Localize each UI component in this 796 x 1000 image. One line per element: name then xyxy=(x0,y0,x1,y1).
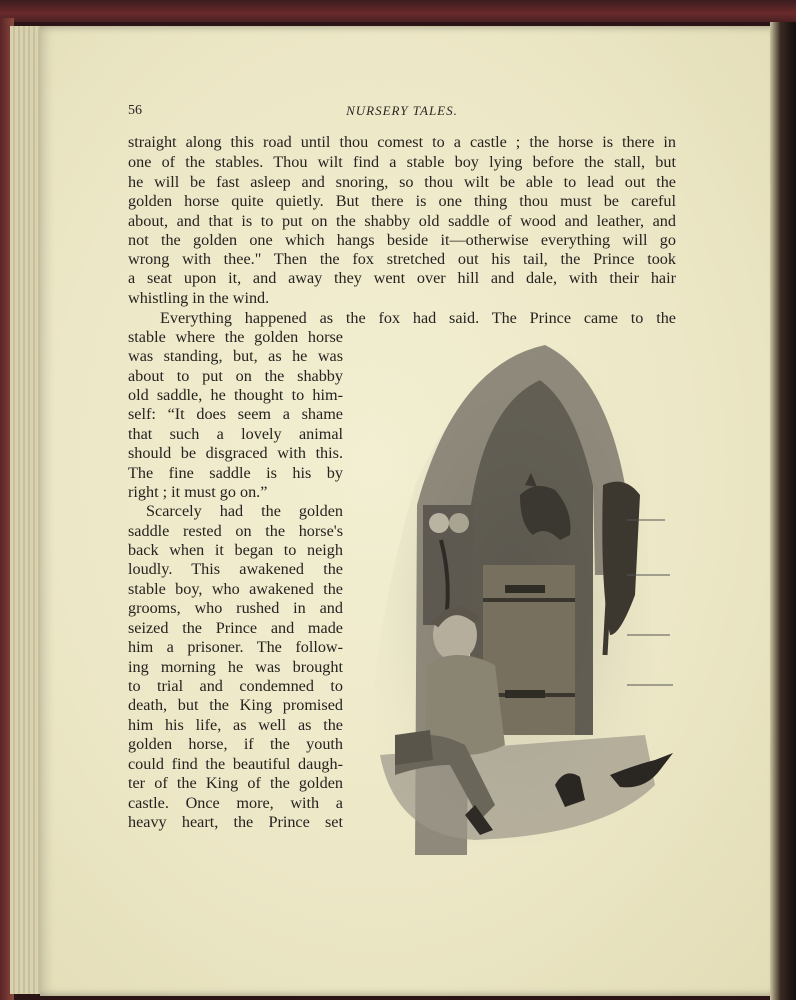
text-line: golden horse, if the youth xyxy=(128,735,343,753)
text-line: to trial and condemned to xyxy=(128,677,343,695)
text-line: about, and that is to put on the shabby old saddle of wood and leather, and xyxy=(128,212,676,230)
text-line: The fine saddle is his by xyxy=(128,464,343,482)
carved-face-icon xyxy=(449,513,469,533)
text-line: should be disgraced with this. xyxy=(128,444,343,462)
text-line: ter of the King of the golden xyxy=(128,774,343,792)
text-line: Everything happened as the fox had said. The Prince came to the xyxy=(160,309,676,327)
text-line: Scarcely had the golden xyxy=(146,502,343,520)
text-line: wrong with thee." Then the fox stretched out his tail, the Prince took xyxy=(128,250,676,268)
text-line: one of the stables. Thou wilt find a stable boy lying before the stall, but xyxy=(128,153,676,171)
page-number: 56 xyxy=(128,103,142,118)
text-line: castle. Once more, with a xyxy=(128,794,343,812)
text-line: that such a lovely animal xyxy=(128,425,343,443)
text-line: right ; it must go on.” xyxy=(128,483,268,501)
text-line: him his life, as well as the xyxy=(128,716,343,734)
text-line: stable boy, who awakened the xyxy=(128,580,343,598)
text-line: loudly. This awakened the xyxy=(128,560,343,578)
text-line: about to put on the shabby xyxy=(128,367,343,385)
book-binding-top xyxy=(0,0,796,22)
text-line: stable where the golden horse xyxy=(128,328,343,346)
page-header xyxy=(128,103,676,123)
text-line: seized the Prince and made xyxy=(128,619,343,637)
text-line: saddle rested on the horse's xyxy=(128,522,343,540)
stable-illustration xyxy=(355,335,680,855)
text-line: not the golden one which hangs beside it—otherwise everything will go xyxy=(128,231,676,249)
text-line: could find the beautiful daugh- xyxy=(128,755,343,773)
text-line: he will be fast asleep and snoring, so thou wilt be able to lead out the xyxy=(128,173,676,191)
text-line: old saddle, he thought to him- xyxy=(128,386,343,404)
text-line: heavy heart, the Prince set xyxy=(128,813,343,831)
text-line: self: “It does seem a shame xyxy=(128,405,343,423)
text-line: death, but the King promised xyxy=(128,696,343,714)
text-line: a seat upon it, and away they went over hill and dale, with their hair xyxy=(128,269,676,287)
text-line: ing morning he was brought xyxy=(128,658,343,676)
text-line: straight along this road until thou comest to a castle ; the horse is there in xyxy=(128,133,676,151)
running-title: NURSERY TALES. xyxy=(346,103,458,118)
text-line: back when it began to neigh xyxy=(128,541,343,559)
text-line: him a prisoner. The follow- xyxy=(128,638,343,656)
text-line: whistling in the wind. xyxy=(128,289,270,307)
text-line: grooms, who rushed in and xyxy=(128,599,343,617)
carved-face-icon xyxy=(429,513,449,533)
text-line: golden horse quite quietly. But there is one thing thou must be careful xyxy=(128,192,676,210)
text-line: was standing, but, as he was xyxy=(128,347,343,365)
book-gutter-right xyxy=(770,22,796,1000)
